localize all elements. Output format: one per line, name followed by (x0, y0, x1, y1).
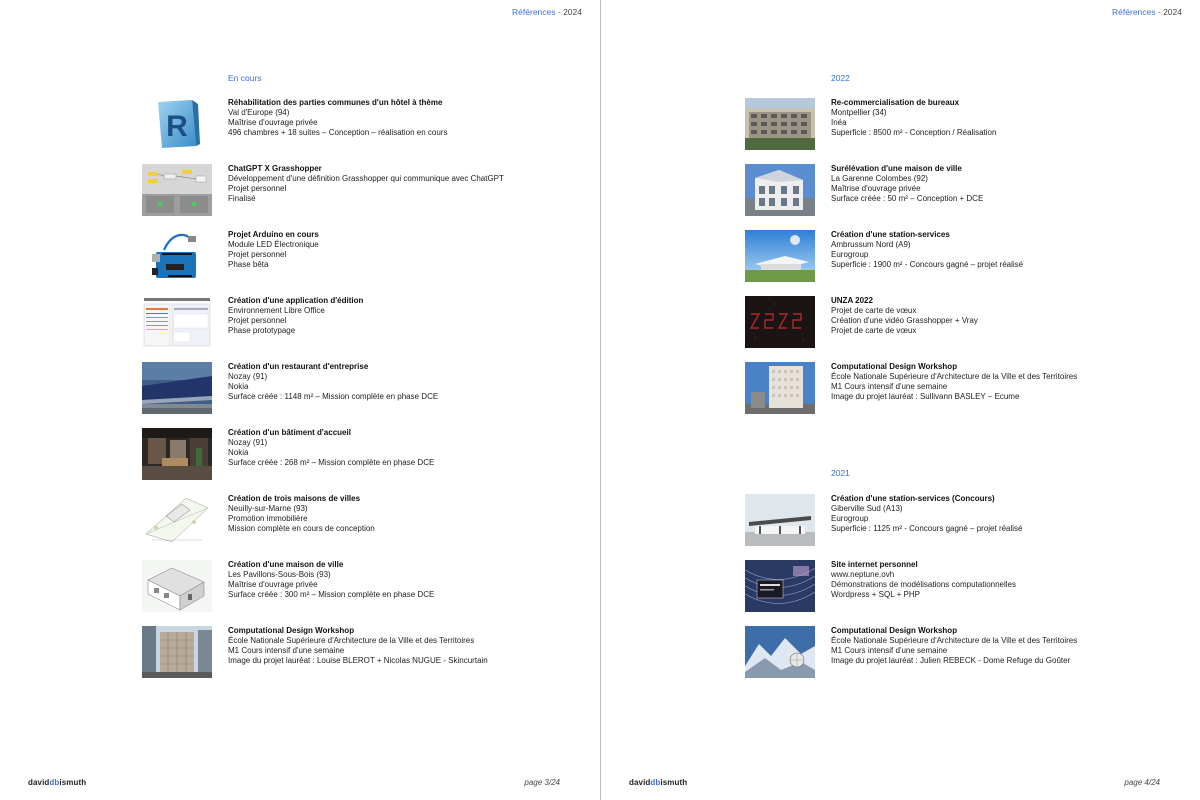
entry-title: Computational Design Workshop (831, 626, 958, 635)
entry-title: Création d'une maison de ville (228, 560, 344, 569)
entry-line: Maîtrise d'ouvrage privée (228, 580, 318, 589)
reference-entry (745, 164, 1165, 218)
entry-line: Nozay (91) (228, 372, 268, 381)
entry-title: Réhabilitation des parties communes d'un hôtel à thème (228, 98, 443, 107)
restaurant-building-image (142, 362, 212, 414)
entry-line: Image du projet lauréat : Julien REBECK - Dome Refuge du Goûter (831, 656, 1071, 665)
reference-entry (142, 626, 562, 680)
entry-line: Maîtrise d'ouvrage privée (831, 184, 921, 193)
mountain-refuge-image (745, 626, 815, 678)
entry-line: www.neptune.ovh (831, 570, 895, 579)
entry-title: Création d'une station-services (Concours) (831, 494, 995, 503)
reference-entry (745, 362, 1165, 416)
entry-title: Création de trois maisons de villes (228, 494, 361, 503)
entry-text (228, 230, 568, 270)
brand-part: ismuth (59, 778, 87, 787)
reference-entry (745, 626, 1165, 680)
entry-text (831, 98, 1171, 138)
entry-text (228, 626, 568, 666)
entry-text (228, 428, 568, 468)
entry-line: Nokia (228, 448, 249, 457)
entry-line: Surface créée : 1148 m² – Mission complète en phase DCE (228, 392, 439, 401)
entry-line: Projet personnel (228, 250, 287, 259)
reception-interior-image (142, 428, 212, 480)
entry-line: Phase prototypage (228, 326, 296, 335)
entry-line: Montpellier (34) (831, 108, 887, 117)
reference-entry (142, 560, 562, 614)
reference-entry (142, 296, 562, 350)
arduino-board-image (142, 230, 212, 282)
entry-line: Projet de carte de vœux (831, 306, 917, 315)
footer-brand-logo (28, 778, 86, 787)
page-number: page 4/24 (1124, 778, 1160, 787)
entry-title: Re-commercialisation de bureaux (831, 98, 960, 107)
brand-part: db (49, 778, 60, 787)
entry-title: Site internet personnel (831, 560, 918, 569)
entry-text (831, 626, 1171, 666)
office-building-image (745, 98, 815, 150)
entry-line: Wordpress + SQL + PHP (831, 590, 920, 599)
site-plan-image (142, 494, 212, 546)
entry-line: Eurogroup (831, 250, 869, 259)
entry-text (831, 296, 1171, 336)
townhouse-image (745, 164, 815, 216)
entry-title: Création d'une application d'édition (228, 296, 364, 305)
entry-line: Finalisé (228, 194, 256, 203)
entry-line: Giberville Sud (A13) (831, 504, 903, 513)
grasshopper-definition-image (142, 164, 212, 216)
brand-part: db (650, 778, 661, 787)
entry-line: Phase bêta (228, 260, 269, 269)
svg-text:R: R (166, 110, 188, 143)
entry-line: École Nationale Supérieure d'Architecture de la Ville et des Territoires (831, 372, 1078, 381)
entry-line: Superficie : 8500 m² - Conception / Réalisation (831, 128, 997, 137)
entry-line: Superficie : 1900 m² - Concours gagné – projet réalisé (831, 260, 1024, 269)
reference-entry (745, 296, 1165, 350)
entry-line: École Nationale Supérieure d'Architecture de la Ville et des Territoires (831, 636, 1078, 645)
entry-line: Les Pavillons-Sous-Bois (93) (228, 570, 331, 579)
entry-line: 496 chambres + 18 suites – Conception – réalisation en cours (228, 128, 448, 137)
entry-line: Superficie : 1125 m² - Concours gagné – projet réalisé (831, 524, 1023, 533)
entry-text (228, 98, 568, 138)
greeting-card-image (745, 296, 815, 348)
entry-line: M1 Cours intensif d'une semaine (228, 646, 345, 655)
spreadsheet-app-image (142, 296, 212, 348)
house-model-image (142, 560, 212, 612)
page-number: page 3/24 (524, 778, 560, 787)
reference-entry (142, 164, 562, 218)
entry-title: Projet Arduino en cours (228, 230, 319, 239)
entry-line: Environnement Libre Office (228, 306, 325, 315)
workshop-tower-image (142, 626, 212, 678)
entry-title: Computational Design Workshop (228, 626, 355, 635)
entry-title: ChatGPT X Grasshopper (228, 164, 322, 173)
reference-entry (142, 362, 562, 416)
entry-line: Eurogroup (831, 514, 869, 523)
entry-line: Développement d'une définition Grasshopper qui communique avec ChatGPT (228, 174, 504, 183)
entry-line: Création d'une vidéo Grasshopper + Vray (831, 316, 978, 325)
reference-entry (142, 494, 562, 548)
entry-text (228, 560, 568, 600)
entry-line: Nozay (91) (228, 438, 268, 447)
entry-text (831, 164, 1171, 204)
reference-entry (745, 230, 1165, 284)
station-canopy-image (745, 494, 815, 546)
entry-title: Création d'un bâtiment d'accueil (228, 428, 351, 437)
reference-entry (142, 230, 562, 284)
entry-line: Projet de carte de vœux (831, 326, 917, 335)
header-year: 2024 (563, 7, 582, 17)
entry-line: Projet personnel (228, 184, 287, 193)
entry-line: Val d'Europe (94) (228, 108, 290, 117)
entry-text (831, 494, 1171, 534)
entry-text (831, 230, 1171, 270)
entry-title: Computational Design Workshop (831, 362, 958, 371)
section-title-en-cours: En cours (228, 73, 262, 83)
service-station-image (745, 230, 815, 282)
entry-line: Image du projet lauréat : Louise BLEROT + Nicolas NUGUE - Skincurtain (228, 656, 488, 665)
entry-text (831, 362, 1171, 402)
entry-line: Promotion immobilière (228, 514, 308, 523)
entry-line: Surface créée : 50 m² – Conception + DCE (831, 194, 984, 203)
entry-line: Démonstrations de modélisations computationnelles (831, 580, 1016, 589)
entry-text (228, 494, 568, 534)
header-separator: - (1155, 7, 1164, 17)
entry-text (228, 296, 568, 336)
reference-entry (142, 428, 562, 482)
section-title-2021: 2021 (831, 468, 850, 478)
entry-line: Image du projet lauréat : Sullivann BASLEY – Ecume (831, 392, 1020, 401)
footer-brand-logo (629, 778, 687, 787)
page-4 (601, 0, 1200, 800)
entry-title: UNZA 2022 (831, 296, 873, 305)
header-title: Références (1112, 7, 1156, 17)
entry-line: Neuilly-sur-Marne (93) (228, 504, 308, 513)
entry-line: La Garenne Colombes (92) (831, 174, 928, 183)
header-separator: - (555, 7, 564, 17)
page-header (1112, 7, 1182, 17)
section-title-2022: 2022 (831, 73, 850, 83)
reference-entry (745, 494, 1165, 548)
brand-part: ismuth (660, 778, 688, 787)
entry-line: Mission complète en cours de conception (228, 524, 375, 533)
entry-line: M1 Cours intensif d'une semaine (831, 646, 948, 655)
page-header (512, 7, 582, 17)
workshop-facade-image (745, 362, 815, 414)
entry-line: M1 Cours intensif d'une semaine (831, 382, 948, 391)
entry-text (228, 362, 568, 402)
entry-line: Nokia (228, 382, 249, 391)
website-screenshot-image (745, 560, 815, 612)
entry-title: Création d'une station-services (831, 230, 950, 239)
entry-line: Surface créée : 268 m² – Mission complète en phase DCE (228, 458, 435, 467)
revit-logo-icon (142, 98, 212, 150)
entry-title: Création d'un restaurant d'entreprise (228, 362, 369, 371)
entry-line: Projet personnel (228, 316, 287, 325)
header-year: 2024 (1163, 7, 1182, 17)
entry-line: Ambrussum Nord (A9) (831, 240, 911, 249)
entry-line: École Nationale Supérieure d'Architecture de la Ville et des Territoires (228, 636, 475, 645)
entry-text (228, 164, 568, 204)
entry-line: Inéa (831, 118, 847, 127)
entry-line: Maîtrise d'ouvrage privée (228, 118, 318, 127)
reference-entry (142, 98, 562, 152)
reference-entry (745, 560, 1165, 614)
entry-line: Module LED Électronique (228, 240, 319, 249)
entry-line: Surface créée : 300 m² – Mission complète en phase DCE (228, 590, 435, 599)
brand-part: david (28, 778, 50, 787)
reference-entry (745, 98, 1165, 152)
brand-part: david (629, 778, 651, 787)
entry-text (831, 560, 1171, 600)
header-title: Références (512, 7, 556, 17)
entry-title: Surélévation d'une maison de ville (831, 164, 962, 173)
